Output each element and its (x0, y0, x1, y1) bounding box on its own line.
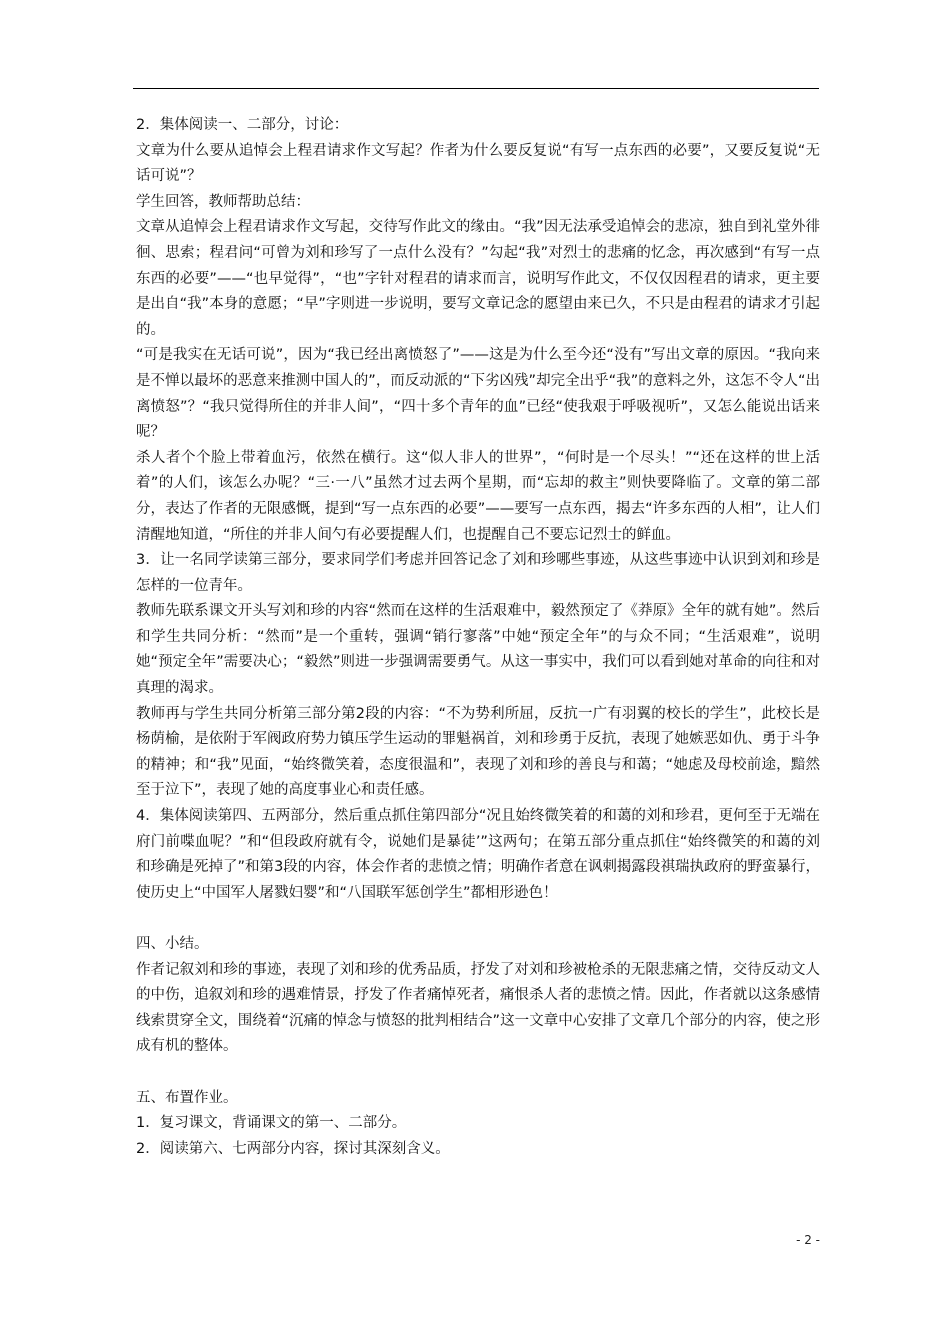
homework-item: 2．阅读第六、七两部分内容，探讨其深刻含义。 (136, 1140, 450, 1157)
homework-item: 1．复习课文，背诵课文的第一、二部分。 (136, 1115, 407, 1132)
body-text (136, 113, 820, 1162)
paragraph: 文章为什么要从追悼会上程君请求作文写起？作者为什么要反复说“有写一点东西的必要”，又要反复说“无话可说”？ (136, 142, 820, 185)
paragraph: 2．集体阅读一、二部分，讨论： (136, 117, 349, 133)
page-number: - 2 - (796, 1233, 820, 1247)
section-heading-summary: 四、小结。 (136, 936, 209, 952)
blank-line (136, 1060, 820, 1086)
paragraph: 作者记叙刘和珍的事迹，表现了刘和珍的优秀品质，抒发了对刘和珍被枪杀的无限悲痛之情，交待反动文人的中伤，追叙刘和珍的遇难情景，抒发了作者痛悼死者，痛恨杀人者的悲愤之情。因此，作者就以这条感情线索贯穿全文，围绕着“沉痛的悼念与愤怒的批判相结合”这一文章中心安排了文章几个部分的内容，使之形成有机的整体。 (136, 961, 820, 1055)
paragraph: 3．让一名同学读第三部分，要求同学们考虑并回答记念了刘和珍哪些事迹，从这些事迹中认识到刘和珍是怎样的一位青年。 (136, 552, 820, 594)
header-rule (133, 88, 819, 89)
paragraph: “可是我实在无话可说”，因为“我已经出离愤怒了”——这是为什么至今还“没有”写出文章的原因。“我向来是不惮以最坏的恶意来推测中国人的”，而反动派的“下劣凶残”却完全出乎“我”的意料之外，这怎不令人“出离愤怒”？“我只觉得所住的并非人间”，“四十多个青年的血”已经“使我艰于呼吸视听”，又怎么能说出话来呢？ (136, 347, 820, 441)
section-heading-homework: 五、布置作业。 (136, 1089, 238, 1106)
paragraph: 学生回答，教师帮助总结： (136, 193, 310, 210)
paragraph: 教师先联系课文开头写刘和珍的内容“然而在这样的生活艰难中，毅然预定了《莽原》全年的就有她”。然后和学生共同分析：“然而”是一个重转，强调“销行寥落”中她“预定全年”的与众不同；“生活艰难”，说明她“预定全年”需要决心；“毅然”则进一步强调需要勇气。从这一事实中，我们可以看到她对革命的向往和对真理的渴求。 (136, 603, 820, 697)
blank-line (136, 906, 820, 932)
paragraph: 4．集体阅读第四、五两部分，然后重点抓住第四部分“况且始终微笑着的和蔼的刘和珍君，更何至于无端在府门前喋血呢？”和“但段政府就有令，说她们是暴徒’”这两句；在第五部分重点抓住“始终微笑的和蔼的刘和珍确是死掉了”和第3段的内容，体会作者的悲愤之情；明确作者意在讽刺揭露段祺瑞执政府的野蛮暴行，使历史上“中国军人屠戮妇婴”和“八国联军惩创学生”都相形逊色！ (136, 808, 820, 901)
paragraph: 杀人者个个脸上带着血污，依然在横行。这“似人非人的世界”，“何时是一个尽头！”“还在这样的世上活着”的人们，该怎么办呢？“三·一八”虽然才过去两个星期，而“忘却的救主”则快要降临了。文章的第二部分，表达了作者的无限感慨，提到“写一点东西的必要”——要写一点东西，揭去“许多东西的人相”，让人们清醒地知道，“所住的并非人间勺有必要提醒人们，也提醒自己不要忘记烈士的鲜血。 (136, 449, 820, 543)
paragraph: 文章从追悼会上程君请求作文写起，交待写作此文的缘由。“我”因无法承受追悼会的悲凉，独自到礼堂外徘徊、思索；程君问“可曾为刘和珍写了一点什么没有？”勾起“我”对烈士的悲痛的忆念，再次感到“有写一点东西的必要”——“也早觉得”，“也”字针对程君的请求而言，说明写作此文，不仅仅因程君的请求，更主要是出自“我”本身的意愿；“早”字则进一步说明，要写文章记念的愿望由来已久，不只是由程君的请求才引起的。 (136, 219, 820, 338)
paragraph: 教师再与学生共同分析第三部分第2段的内容：“不为势利所屈，反抗一广有羽翼的校长的学生”，此校长是杨荫榆，是依附于军阀政府势力镇压学生运动的罪魁祸首，刘和珍勇于反抗，表现了她嫉恶如仇、勇于斗争的精神；和“我”见面，“始终微笑着，态度很温和”，表现了刘和珍的善良与和蔼；“她虑及母校前途，黯然至于泣下”，表现了她的高度事业心和责任感。 (136, 705, 820, 799)
